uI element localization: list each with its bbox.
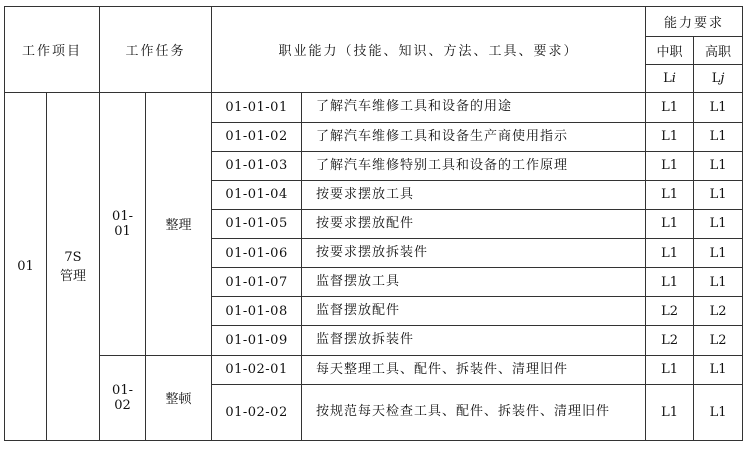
group-name: 整理 [146, 93, 212, 355]
row-ability: 按要求摆放配件 [302, 209, 646, 238]
project-name-line1: 7S [64, 249, 82, 265]
row-mid-level: L1 [646, 355, 694, 384]
row-id: 01-01-07 [212, 268, 302, 297]
project-name [47, 93, 100, 441]
row-mid-level: L1 [646, 384, 694, 440]
row-ability: 每天整理工具、配件、拆装件、清理旧件 [302, 355, 646, 384]
row-high-level: L1 [694, 180, 743, 209]
row-high-level: L1 [694, 355, 743, 384]
row-high-level: L1 [694, 239, 743, 268]
group-name: 整顿 [146, 355, 212, 441]
row-high-level: L1 [694, 122, 743, 151]
row-mid-level: L1 [646, 268, 694, 297]
header-lj-prefix: L [711, 71, 721, 87]
row-ability: 了解汽车维修工具和设备的用途 [302, 93, 646, 122]
row-id: 01-01-01 [212, 93, 302, 122]
header-project: 工作项目 [5, 7, 100, 93]
header-li-suffix: i [671, 71, 676, 87]
row-high-level: L1 [694, 93, 743, 122]
row-mid-level: L1 [646, 151, 694, 180]
row-mid-level: L1 [646, 239, 694, 268]
row-id: 01-02-01 [212, 355, 302, 384]
row-high-level: L1 [694, 384, 743, 440]
group-code: 01-02 [100, 355, 146, 441]
competency-table [4, 6, 743, 441]
row-mid-level: L2 [646, 297, 694, 326]
row-ability: 按规范每天检查工具、配件、拆装件、清理旧件 [302, 384, 646, 440]
row-id: 01-01-09 [212, 326, 302, 355]
row-id: 01-01-08 [212, 297, 302, 326]
header-lj-suffix: j [720, 71, 725, 87]
header-lj [694, 65, 743, 93]
header-high: 高职 [694, 37, 743, 65]
row-mid-level: L1 [646, 122, 694, 151]
row-ability: 按要求摆放拆装件 [302, 239, 646, 268]
row-mid-level: L2 [646, 326, 694, 355]
row-ability: 了解汽车维修工具和设备生产商使用指示 [302, 122, 646, 151]
row-high-level: L1 [694, 268, 743, 297]
header-requirement: 能力要求 [646, 7, 743, 37]
row-high-level: L1 [694, 151, 743, 180]
project-name-line2: 管理 [60, 268, 87, 284]
row-high-level: L2 [694, 297, 743, 326]
row-ability: 按要求摆放工具 [302, 180, 646, 209]
header-task: 工作任务 [100, 7, 212, 93]
row-id: 01-01-03 [212, 151, 302, 180]
row-mid-level: L1 [646, 93, 694, 122]
row-ability: 监督摆放配件 [302, 297, 646, 326]
row-mid-level: L1 [646, 209, 694, 238]
project-code: 01 [5, 93, 47, 441]
row-ability: 监督摆放工具 [302, 268, 646, 297]
row-id: 01-01-04 [212, 180, 302, 209]
group-code: 01-01 [100, 93, 146, 355]
header-ability: 职业能力（技能、知识、方法、工具、要求） [212, 7, 646, 93]
row-ability: 监督摆放拆装件 [302, 326, 646, 355]
row-id: 01-01-05 [212, 209, 302, 238]
row-high-level: L2 [694, 326, 743, 355]
header-li-prefix: L [663, 71, 672, 87]
row-mid-level: L1 [646, 180, 694, 209]
row-id: 01-02-02 [212, 384, 302, 440]
row-id: 01-01-02 [212, 122, 302, 151]
header-li [646, 65, 694, 93]
row-ability: 了解汽车维修特别工具和设备的工作原理 [302, 151, 646, 180]
row-high-level: L1 [694, 209, 743, 238]
header-mid: 中职 [646, 37, 694, 65]
row-id: 01-01-06 [212, 239, 302, 268]
